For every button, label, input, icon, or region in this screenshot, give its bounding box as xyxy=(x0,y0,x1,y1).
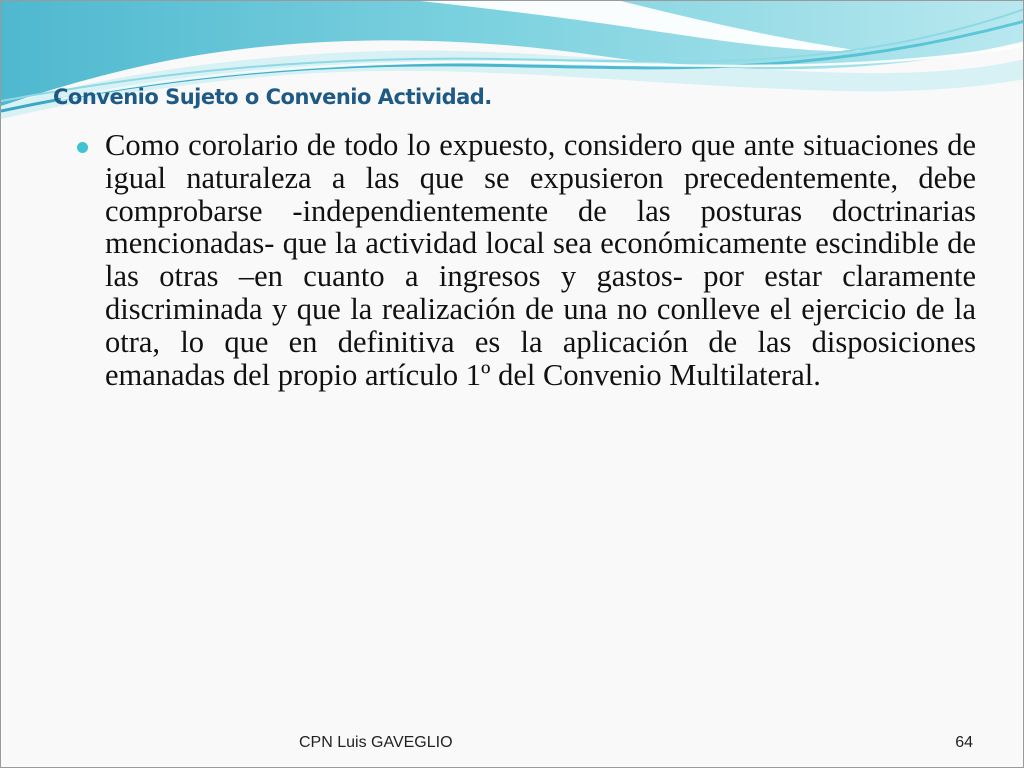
slide-page-number: 64 xyxy=(955,734,973,751)
bullet-text: Como corolario de todo lo expuesto, considero que ante situaciones de igual naturaleza a las que se expusieron precedentemente, debe comprobarse -independientemente de las posturas doctrinarias mencionadas- que la actividad local sea económicamente escindible de las otras –en cuanto a ingresos y gastos- por estar claramente discriminada y que la realización de una no conlleve el ejercicio de la otra, lo que en definitiva es la aplicación de las disposiciones emanadas del propio artículo 1º del Convenio Multilateral. xyxy=(105,128,976,392)
footer-author: CPN Luis GAVEGLIO xyxy=(299,734,453,751)
bullet-item xyxy=(73,129,976,391)
slide-content xyxy=(73,129,976,391)
slide-title: Convenio Sujeto o Convenio Actividad. xyxy=(53,85,492,109)
bullet-dot-icon xyxy=(77,142,88,153)
